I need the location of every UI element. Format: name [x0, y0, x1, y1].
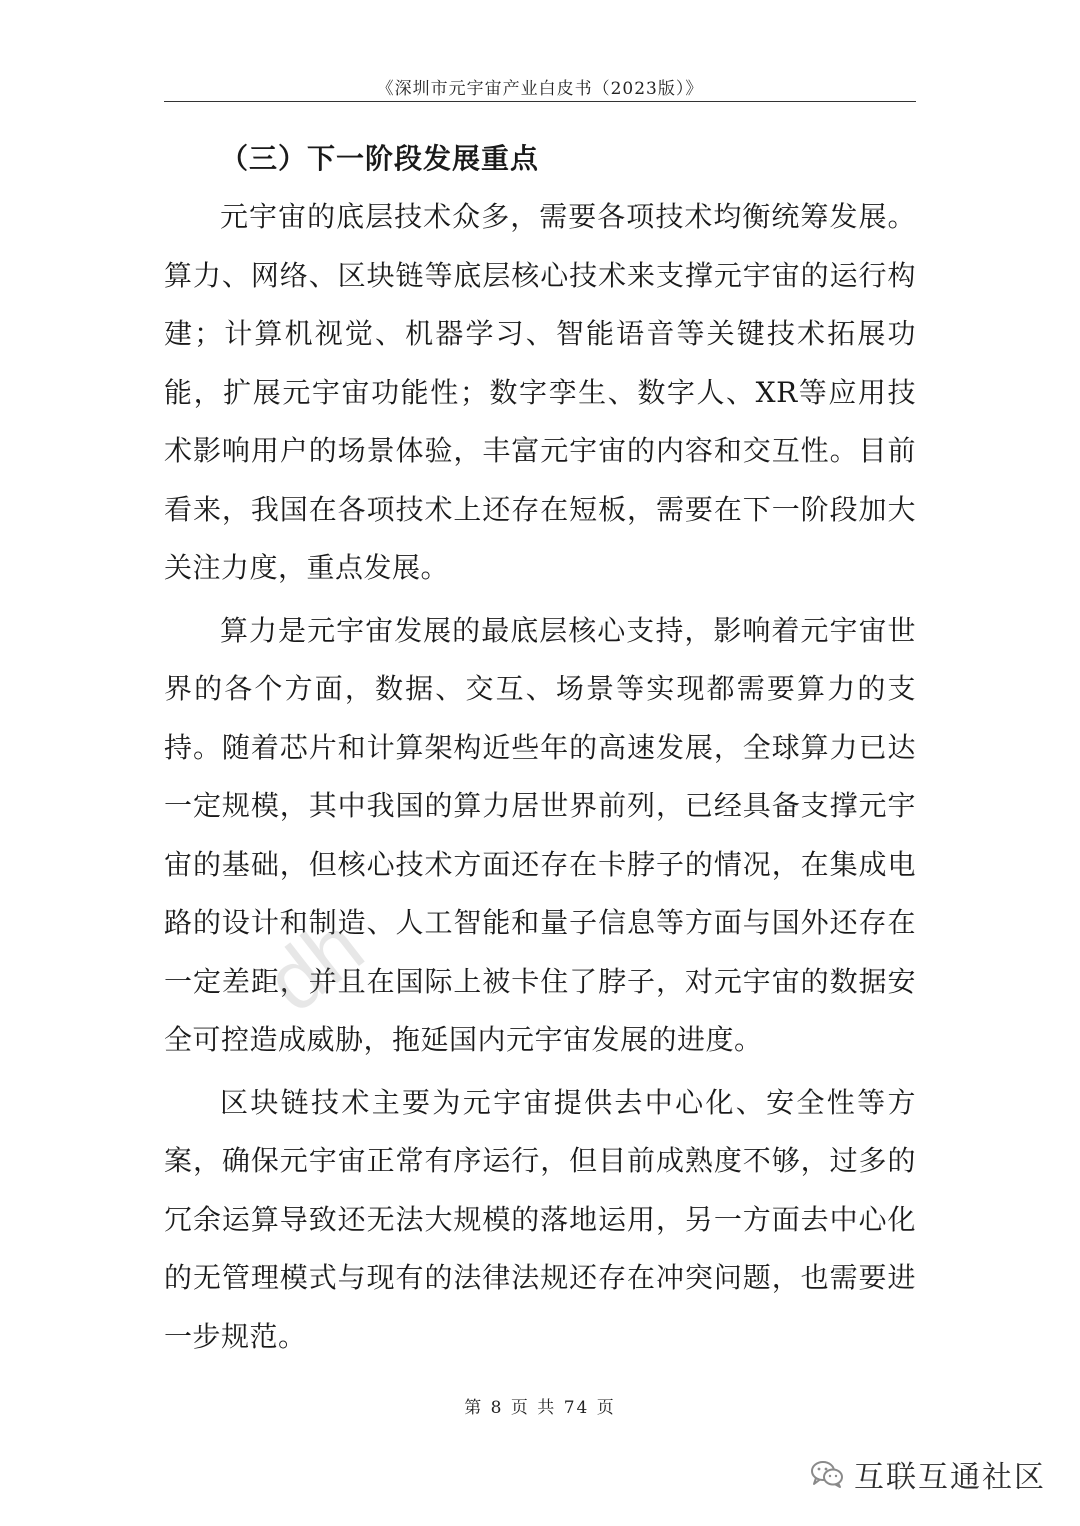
paragraph-tech-overview: 元宇宙的底层技术众多，需要各项技术均衡统筹发展。算力、网络、区块链等底层核心技术来支撑元宇宙的运行构建；计算机视觉、机器学习、智能语音等关键技术拓展功能，扩展元宇宙功能性；数字孪生、数字人、XR等应用技术影响用户的场景体验，丰富元宇宙的内容和交互性。目前看来，我国在各项技术上还存在短板，需要在下一阶段加大关注力度，重点发展。: [164, 200, 916, 584]
page-number: 第 8 页 共 74 页: [464, 1398, 616, 1418]
running-header: 《深圳市元宇宙产业白皮书（2023版）》: [376, 79, 704, 99]
header-divider: [164, 101, 916, 102]
brand-name: 互联互通社区: [854, 1460, 1046, 1495]
wechat-icon: [810, 1459, 844, 1489]
paragraph-blockchain: 区块链技术主要为元宇宙提供去中心化、安全性等方案，确保元宇宙正常有序运行，但目前成熟度不够，过多的冗余运算导致还无法大规模的落地运用，另一方面去中心化的无管理模式与现有的法律法规还存在冲突问题，也需要进一步规范。: [164, 1085, 916, 1353]
brand-attribution: [810, 1452, 1046, 1496]
document-body: [164, 130, 916, 1366]
watermark: dh: [248, 898, 381, 1030]
section-heading: （三）下一阶段发展重点: [220, 142, 540, 175]
paragraph-computing-power: 算力是元宇宙发展的最底层核心支持，影响着元宇宙世界的各个方面，数据、交互、场景等实现都需要算力的支持。随着芯片和计算架构近些年的高速发展，全球算力已达一定规模，其中我国的算力居世界前列，已经具备支撑元宇宙的基础，但核心技术方面还存在卡脖子的情况，在集成电路的设计和制造、人工智能和量子信息等方面与国外还存在一定差距，并且在国际上被卡住了脖子，对元宇宙的数据安全可控造成威胁，拖延国内元宇宙发展的进度。: [164, 613, 916, 1056]
